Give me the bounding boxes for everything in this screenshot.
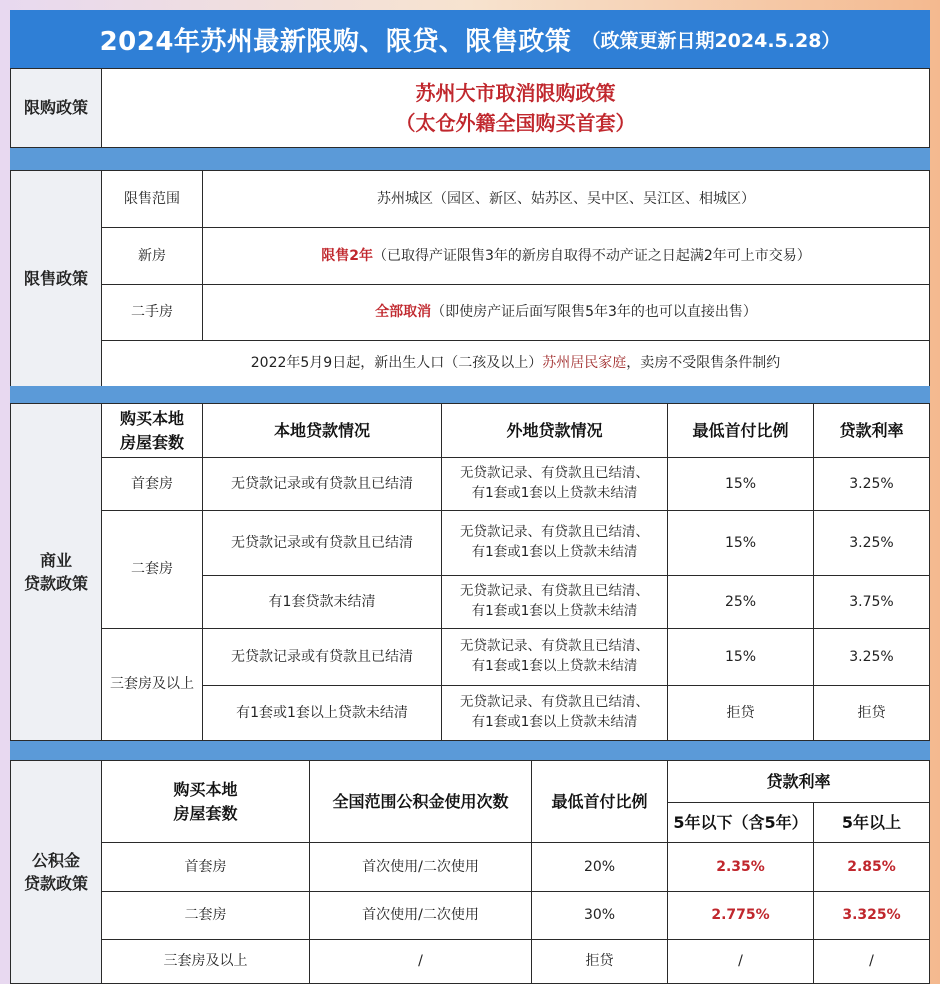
fund-rate-long-cell: /: [814, 940, 930, 984]
fund-rate-long-cell: 3.325%: [814, 892, 930, 940]
fund-usage-cell: 首次使用/二次使用: [310, 892, 532, 940]
local-loan-cell: 无贷款记录或有贷款且已结清: [203, 629, 442, 686]
sale-scope-value: 苏州城区（园区、新区、姑苏区、吴中区、吴江区、相城区）: [203, 171, 930, 228]
down-payment-cell: 拒贷: [668, 686, 814, 741]
rate-cell: 3.25%: [814, 629, 930, 686]
remote-loan-cell: [442, 576, 668, 629]
fund-loan-label: [11, 761, 102, 984]
purchase-policy-label: 限购政策: [11, 69, 102, 148]
remote-line2: 有1套或1套以上贷款未结清: [471, 714, 638, 730]
fund-col-rate: 贷款利率: [668, 761, 930, 803]
fund-col-count-line2: 房屋套数: [173, 803, 238, 823]
house-count-cell: 首套房: [102, 458, 203, 511]
table-row: [11, 511, 930, 576]
fund-count-cell: 三套房及以上: [102, 940, 310, 984]
fund-loan-table: [10, 760, 930, 984]
fund-label-line1: 公积金: [31, 850, 80, 870]
fund-col-rate-long: 5年以上: [814, 803, 930, 843]
fund-count-cell: 首套房: [102, 843, 310, 892]
down-payment-cell: 15%: [668, 458, 814, 511]
fund-rate-short-cell: /: [668, 940, 814, 984]
remote-line1: 无贷款记录、有贷款且已结清、: [460, 465, 649, 482]
purchase-policy-content: [102, 69, 930, 148]
local-loan-cell: 有1套或1套以上贷款未结清: [203, 686, 442, 741]
footer-pre: 2022年5月9日起，新出生人口（二孩及以上）: [250, 355, 543, 372]
col-min-down: 最低首付比例: [668, 404, 814, 458]
fund-col-rate-short: 5年以下（含5年）: [668, 803, 814, 843]
purchase-policy-line2: （太仓外籍全国购买首套）: [395, 111, 636, 135]
remote-line1: 无贷款记录、有贷款且已结清、: [460, 694, 649, 711]
fund-down-cell: 30%: [532, 892, 668, 940]
fund-col-usage: 全国范围公积金使用次数: [310, 761, 532, 843]
rate-cell: 3.25%: [814, 458, 930, 511]
down-payment-cell: 25%: [668, 576, 814, 629]
remote-line2: 有1套或1套以上贷款未结清: [471, 485, 638, 501]
fund-rate-short-cell: 2.775%: [668, 892, 814, 940]
rate-cell: 3.25%: [814, 511, 930, 576]
local-loan-cell: 无贷款记录或有贷款且已结清: [203, 458, 442, 511]
new-house-highlight: 限售2年: [321, 247, 373, 264]
remote-line2: 有1套或1套以上贷款未结清: [471, 658, 638, 674]
second-hand-note: （即使房产证后面写限售5年3年的也可以直接出售）: [431, 304, 757, 321]
commercial-loan-label: [11, 404, 102, 741]
fund-down-cell: 拒贷: [532, 940, 668, 984]
remote-line1: 无贷款记录、有贷款且已结清、: [460, 583, 649, 600]
down-payment-cell: 15%: [668, 511, 814, 576]
remote-line2: 有1套或1套以上贷款未结清: [471, 603, 638, 619]
table-row: [11, 629, 930, 686]
fund-col-min-down: 最低首付比例: [532, 761, 668, 843]
table-row: [11, 458, 930, 511]
house-count-cell: 二套房: [102, 511, 203, 629]
second-hand-highlight: 全部取消: [375, 304, 432, 321]
local-loan-cell: 无贷款记录或有贷款且已结清: [203, 511, 442, 576]
table-row: [11, 843, 930, 892]
remote-loan-cell: [442, 511, 668, 576]
down-payment-cell: 15%: [668, 629, 814, 686]
remote-loan-cell: [442, 629, 668, 686]
col-remote-loan: 外地贷款情况: [442, 404, 668, 458]
col-house-count: [102, 404, 203, 458]
new-house-label: 新房: [102, 228, 203, 285]
remote-loan-cell: [442, 458, 668, 511]
section-divider: [10, 148, 930, 170]
commercial-loan-table: [10, 403, 930, 741]
sale-scope-label: 限售范围: [102, 171, 203, 228]
commercial-label-line2: 贷款政策: [23, 574, 88, 593]
fund-label-line2: 贷款政策: [23, 874, 88, 893]
page-title-bar: [10, 10, 930, 68]
second-hand-label: 二手房: [102, 285, 203, 341]
sale-policy-footer: [102, 341, 930, 387]
fund-rate-short-cell: 2.35%: [668, 843, 814, 892]
new-house-rule: [203, 228, 930, 285]
table-row: [11, 892, 930, 940]
fund-count-cell: 二套房: [102, 892, 310, 940]
fund-usage-cell: /: [310, 940, 532, 984]
fund-down-cell: 20%: [532, 843, 668, 892]
purchase-policy-line1: 苏州大市取消限购政策: [415, 81, 616, 105]
rate-cell: 拒贷: [814, 686, 930, 741]
sale-policy-label: 限售政策: [11, 171, 102, 387]
col-house-count-line2: 房屋套数: [119, 432, 184, 452]
remote-line2: 有1套或1套以上贷款未结清: [471, 544, 638, 560]
commercial-label-line1: 商业: [39, 550, 72, 570]
second-hand-rule: [203, 285, 930, 341]
local-loan-cell: 有1套贷款未结清: [203, 576, 442, 629]
table-row: [11, 940, 930, 984]
update-date: （政策更新日期2024.5.28）: [581, 29, 841, 52]
fund-usage-cell: 首次使用/二次使用: [310, 843, 532, 892]
footer-highlight: 苏州居民家庭: [542, 355, 627, 372]
col-house-count-line1: 购买本地: [119, 409, 184, 429]
page-title: 2024年苏州最新限购、限贷、限售政策: [99, 26, 572, 57]
sale-policy-table: [10, 170, 930, 387]
remote-line1: 无贷款记录、有贷款且已结清、: [460, 638, 649, 655]
purchase-policy-table: [10, 68, 930, 148]
fund-rate-long-cell: 2.85%: [814, 843, 930, 892]
rate-cell: 3.75%: [814, 576, 930, 629]
new-house-note: （已取得产证限售3年的新房自取得不动产证之日起满2年可上市交易）: [372, 247, 811, 264]
col-rate: 贷款利率: [814, 404, 930, 458]
remote-line1: 无贷款记录、有贷款且已结清、: [460, 524, 649, 541]
remote-loan-cell: [442, 686, 668, 741]
fund-col-house-count: [102, 761, 310, 843]
house-count-cell: 三套房及以上: [102, 629, 203, 741]
col-local-loan: 本地贷款情况: [203, 404, 442, 458]
footer-post: ，卖房不受限售条件制约: [626, 355, 781, 372]
fund-col-count-line1: 购买本地: [173, 780, 238, 800]
